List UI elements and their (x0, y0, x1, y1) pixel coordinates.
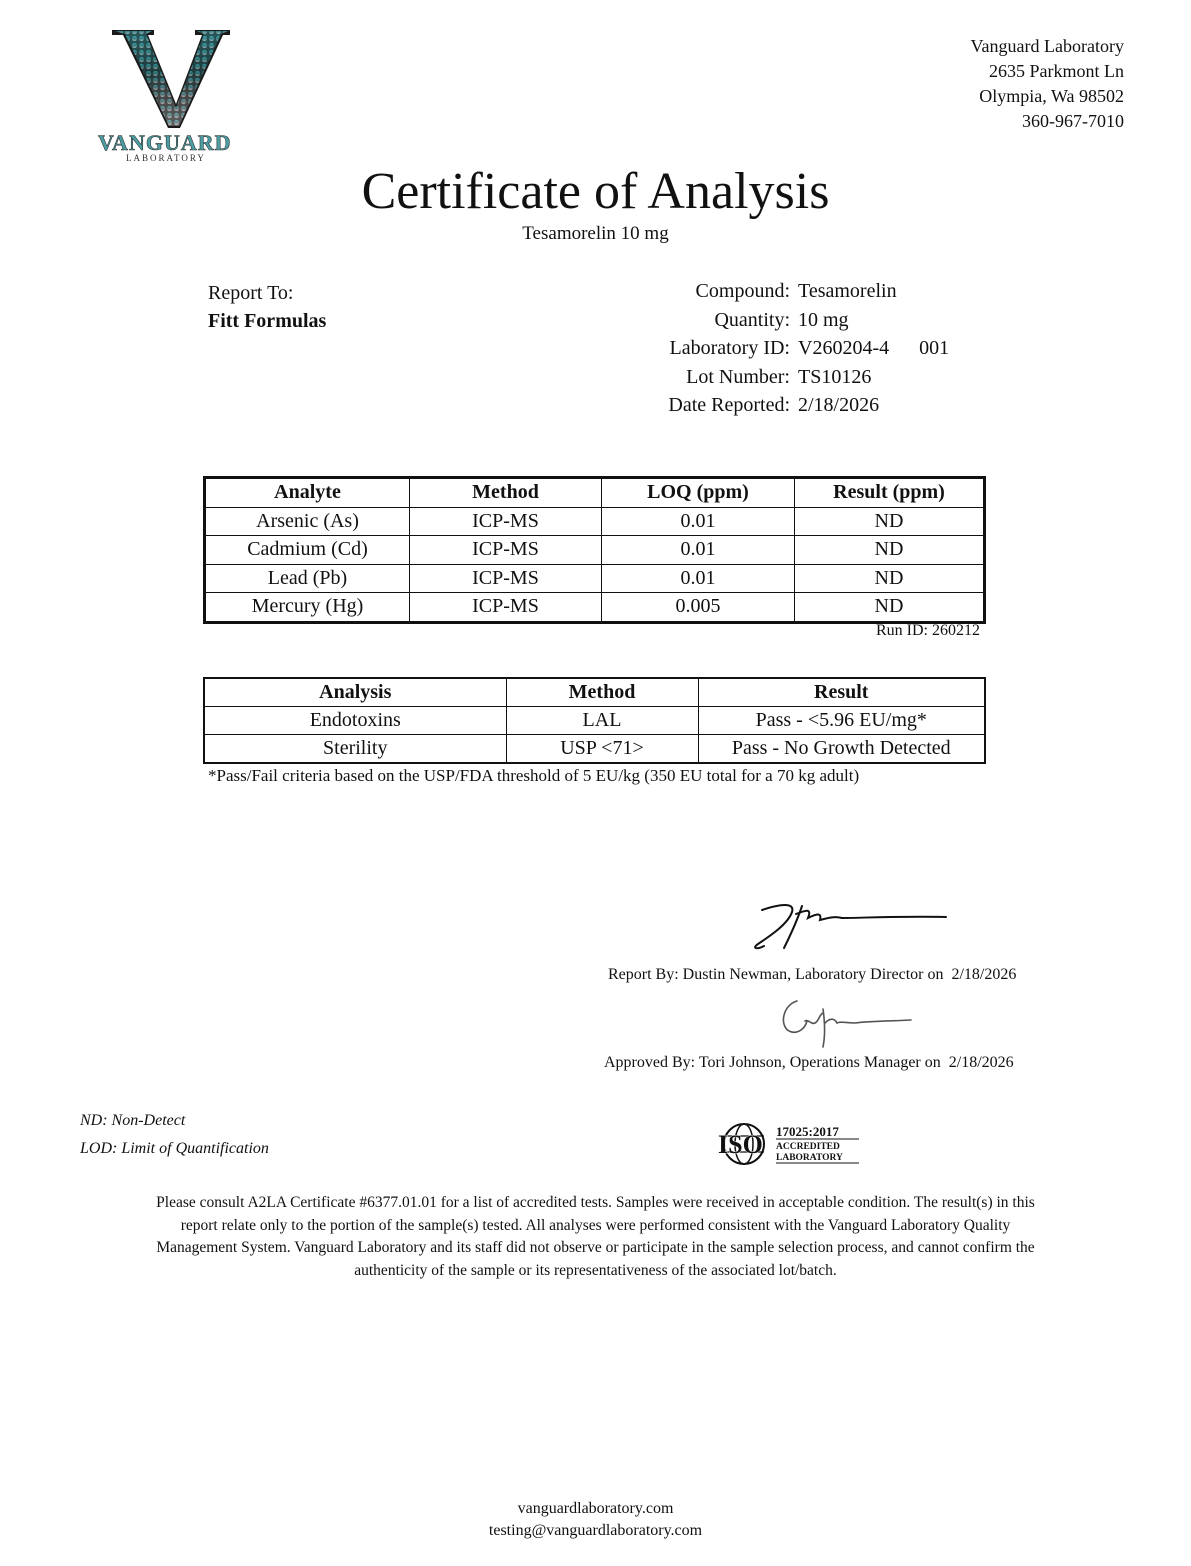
cell-loq: 0.005 (602, 593, 795, 623)
footer-website[interactable]: vanguardlaboratory.com (517, 1500, 674, 1517)
approved-by-date: 2/18/2026 (948, 1054, 1014, 1071)
column-header: Method (506, 678, 698, 707)
meta-row-lot-number (600, 363, 949, 392)
column-header: Result (ppm) (795, 478, 985, 508)
disclaimer (80, 1192, 1111, 1283)
meta-label: Lot Number: (686, 365, 790, 388)
meta-row-quantity (600, 306, 949, 335)
meta-row-date-reported (600, 391, 949, 420)
sample-info (600, 277, 949, 420)
disclaimer-line: report relate only to the portion of the sample(s) tested. All analyses were performed consistent with the Vanguard Laboratory Quality (180, 1216, 1011, 1234)
cell-method: ICP-MS (410, 536, 602, 565)
meta-label: Date Reported: (668, 394, 790, 416)
cell-result: ND (795, 564, 985, 593)
abbreviation-legend (80, 1107, 269, 1163)
column-header: Analysis (204, 678, 506, 707)
table-header-row (205, 478, 985, 508)
legend-nd: ND: Non-Detect (80, 1112, 186, 1129)
cell-loq: 0.01 (602, 536, 795, 565)
cell-result: Pass - <5.96 EU/mg* (698, 707, 985, 735)
column-header: Analyte (205, 478, 410, 508)
cell-analyte: Cadmium (Cd) (205, 536, 410, 565)
report-to (208, 279, 326, 335)
cell-method: LAL (506, 707, 698, 735)
table-row (205, 507, 985, 536)
report-by-text: Report By: Dustin Newman, Laboratory Director on (608, 966, 944, 983)
microbiology-table (203, 677, 986, 764)
table-row (204, 735, 985, 764)
table-row (205, 564, 985, 593)
report-by-line (608, 966, 1016, 984)
column-header: LOQ (ppm) (602, 478, 795, 508)
meta-row-compound (600, 277, 949, 306)
meta-label: Compound: (695, 280, 790, 302)
column-header: Result (698, 678, 985, 707)
approved-by-text: Approved By: Tori Johnson, Operations Manager on (604, 1054, 941, 1071)
cell-result: ND (795, 536, 985, 565)
legend-lod: LOD: Limit of Quantification (80, 1140, 269, 1157)
report-to-label: Report To: (208, 282, 294, 304)
iso-accreditation-badge (716, 1120, 866, 1168)
iso-accredited: ACCREDITED (776, 1142, 840, 1152)
lab-street: 2635 Parkmont Ln (989, 61, 1124, 81)
meta-value: TS10126 (798, 365, 872, 388)
meta-value: 2/18/2026 (798, 394, 880, 416)
cell-analyte: Mercury (Hg) (205, 593, 410, 623)
criteria-footnote: *Pass/Fail criteria based on the USP/FDA threshold of 5 EU/kg (350 EU total for a 70 kg adult) (208, 766, 860, 785)
iso-laboratory: LABORATORY (776, 1153, 843, 1163)
operations-signature (775, 995, 915, 1050)
cell-method: USP <71> (506, 735, 698, 764)
heavy-metals-table (203, 476, 986, 624)
cell-analysis: Endotoxins (204, 707, 506, 735)
meta-value: Tesamorelin (798, 280, 897, 302)
disclaimer-line: Please consult A2LA Certificate #6377.01.01 for a list of accredited tests. Samples were received in acceptable condition. The result(s) in this (156, 1194, 1035, 1211)
meta-label: Quantity: (714, 308, 790, 331)
page-subtitle: Tesamorelin 10 mg (522, 223, 669, 244)
disclaimer-line: authenticity of the sample or its representativeness of the associated lot/batch. (354, 1262, 837, 1280)
iso-standard: 17025:2017 (776, 1124, 839, 1139)
page-title: Certificate of Analysis (361, 163, 830, 220)
table-header-row (204, 678, 985, 707)
logo-wordmark: VANGUARD (98, 130, 232, 155)
meta-label: Laboratory ID: (669, 337, 790, 359)
cell-analyte: Lead (Pb) (205, 564, 410, 593)
iso-mark: ISO (718, 1130, 763, 1159)
page-footer (0, 1498, 1191, 1542)
approved-by-line (604, 1054, 1014, 1072)
meta-suffix: 001 (919, 337, 950, 359)
column-header: Method (410, 478, 602, 508)
cell-loq: 0.01 (602, 507, 795, 536)
lab-city: Olympia, Wa 98502 (979, 86, 1124, 106)
footer-email[interactable]: testing@vanguardlaboratory.com (488, 1522, 703, 1539)
logo-tagline: LABORATORY (126, 153, 206, 163)
meta-value: V260204-4 (798, 337, 890, 359)
report-by-date: 2/18/2026 (951, 966, 1017, 983)
director-signature (750, 896, 950, 956)
cell-method: ICP-MS (410, 507, 602, 536)
lab-name: Vanguard Laboratory (970, 36, 1124, 56)
disclaimer-line: Management System. Vanguard Laboratory and its staff did not observe or participate in the sample selection process, and cannot confirm the (156, 1239, 1035, 1257)
cell-method: ICP-MS (410, 593, 602, 623)
table-row (204, 707, 985, 735)
lab-phone: 360-967-7010 (1022, 111, 1124, 131)
client-name: Fitt Formulas (208, 310, 327, 332)
meta-value: 10 mg (798, 308, 849, 331)
cell-loq: 0.01 (602, 564, 795, 593)
cell-result: ND (795, 507, 985, 536)
lab-address (971, 34, 1124, 134)
run-id: Run ID: 260212 (876, 622, 980, 639)
table-row (205, 536, 985, 565)
cell-result: ND (795, 593, 985, 623)
cell-analyte: Arsenic (As) (205, 507, 410, 536)
cell-analysis: Sterility (204, 735, 506, 764)
meta-row-laboratory-id (600, 334, 949, 363)
table-row (205, 593, 985, 623)
cell-method: ICP-MS (410, 564, 602, 593)
cell-result: Pass - No Growth Detected (698, 735, 985, 764)
vanguard-logo (96, 28, 256, 163)
